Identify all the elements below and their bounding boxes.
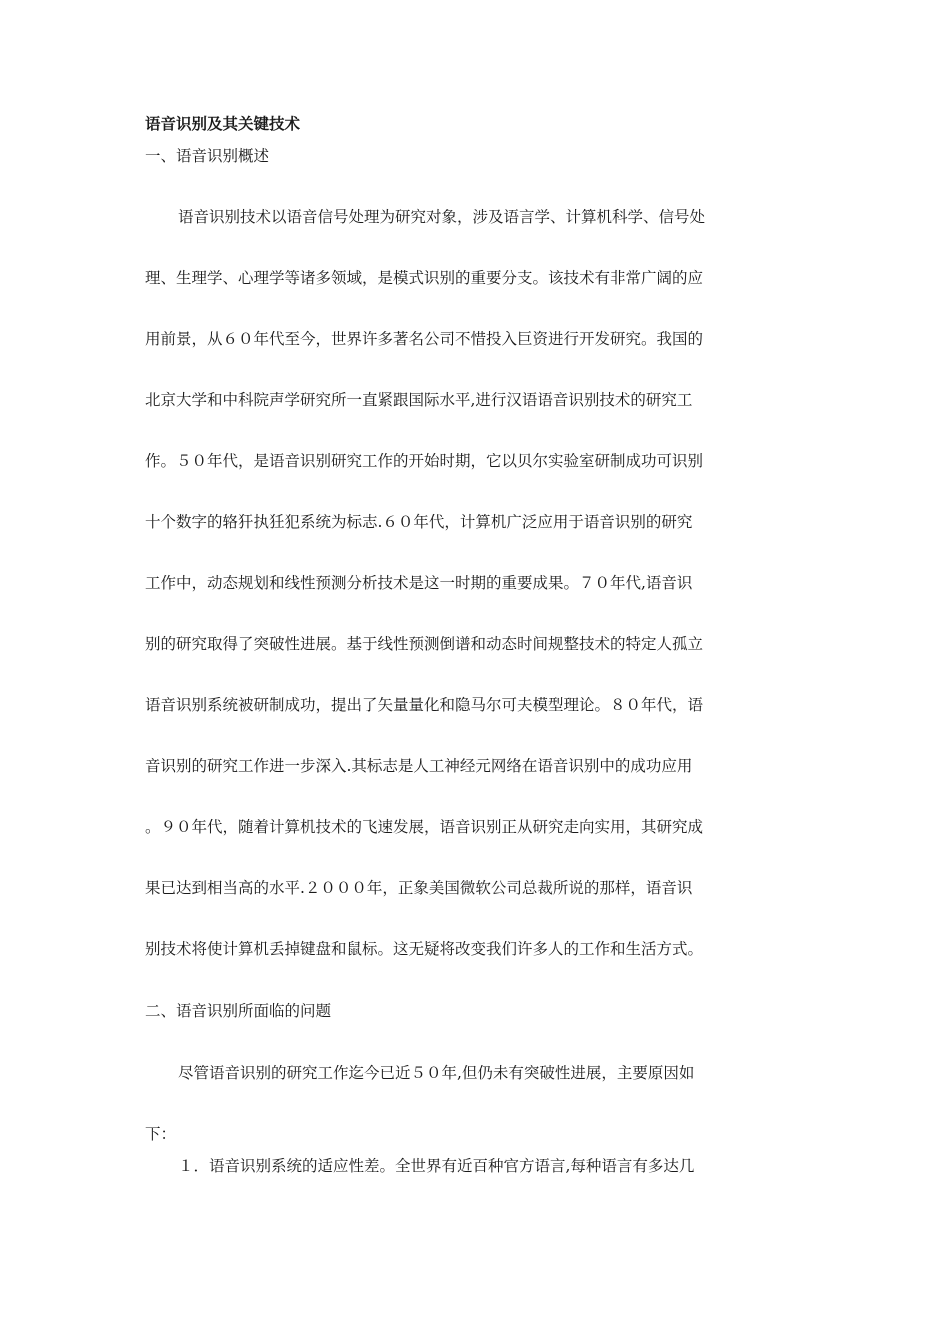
- paragraph-line: 果已达到相当高的水平.２０００年，正象美国微软公司总裁所说的那样，语音识: [145, 879, 693, 897]
- paragraph-line: 工作中，动态规划和线性预测分析技术是这一时期的重要成果。７０年代,语音识: [145, 574, 693, 592]
- document-title: 语音识别及其关键技术: [145, 114, 301, 133]
- paragraph-line: 。９０年代，随着计算机技术的飞速发展，语音识别正从研究走向实用，其研究成: [145, 818, 704, 836]
- paragraph-line: 音识别的研究工作进一步深入.其标志是人工神经元网络在语音识别中的成功应用: [145, 757, 693, 775]
- paragraph-line: 作。５０年代，是语音识别研究工作的开始时期，它以贝尔实验室研制成功可识别: [145, 452, 704, 470]
- paragraph-line: 尽管语音识别的研究工作迄今已近５０年,但仍未有突破性进展，主要原因如: [178, 1064, 695, 1082]
- paragraph-line: 语音识别系统被研制成功，提出了矢量量化和隐马尔可夫模型理论。８０年代，语: [145, 696, 704, 714]
- paragraph-line: 别的研究取得了突破性进展。基于线性预测倒谱和动态时间规整技术的特定人孤立: [145, 635, 704, 653]
- paragraph-line: 别技术将使计算机丢掉键盘和鼠标。这无疑将改变我们许多人的工作和生活方式。: [145, 940, 704, 958]
- section-heading-2: 二、语音识别所面临的问题: [145, 1002, 332, 1020]
- paragraph-line: 下：: [145, 1125, 177, 1143]
- paragraph-line: 语音识别技术以语音信号处理为研究对象，涉及语言学、计算机科学、信号处: [178, 208, 706, 226]
- paragraph-line: 北京大学和中科院声学研究所一直紧跟国际水平,进行汉语语音识别技术的研究工: [145, 391, 693, 409]
- list-item: １．语音识别系统的适应性差。全世界有近百种官方语言,每种语言有多达几: [178, 1157, 695, 1175]
- paragraph-line: 理、生理学、心理学等诸多领域，是模式识别的重要分支。该技术有非常广阔的应: [145, 269, 704, 287]
- section-heading-1: 一、语音识别概述: [145, 147, 270, 165]
- paragraph-line: 用前景，从６０年代至今，世界许多著名公司不惜投入巨资进行开发研究。我国的: [145, 330, 704, 348]
- paragraph-line: 十个数字的辂犴执狅犯系统为标志.６０年代，计算机广泛应用于语音识别的研究: [145, 513, 693, 531]
